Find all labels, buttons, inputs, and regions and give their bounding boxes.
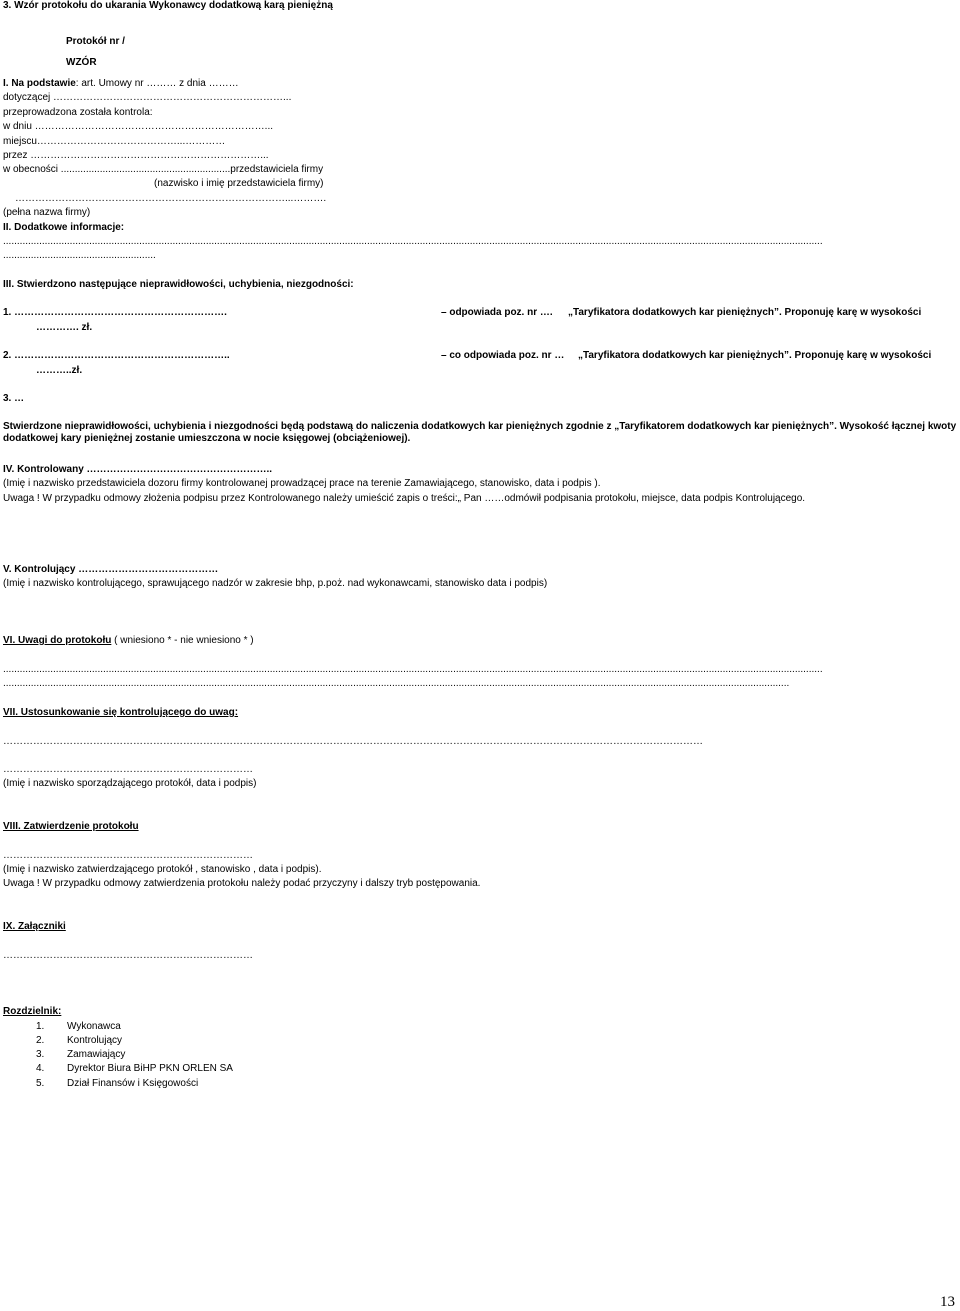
list-item-text: Kontrolujący (67, 1035, 123, 1046)
section-6-label: VI. Uwagi do protokołu (3, 635, 112, 646)
list-item-number: 4. (36, 1063, 45, 1074)
list-item (36, 1063, 233, 1075)
section-6-dots-1: ....................................................................................................................................................................................................................................................................................................... (3, 664, 823, 675)
finding-2-position: – co odpowiada poz. nr … (441, 350, 565, 361)
protocol-number: Protokół nr / (66, 36, 125, 47)
section-8-dots: ………………………………………………………………… (3, 850, 253, 861)
section-1-legal-basis (3, 78, 239, 90)
list-item-text: Dział Finansów i Księgowości (67, 1078, 199, 1089)
section-9-label: IX. Załączniki (3, 921, 66, 932)
section-4-caption: (Imię i nazwisko przedstawiciela dozoru firmy kontrolowanej prowadzącej prace na terenie Zamawiającego, stanowisko, data i podpis ). (3, 478, 601, 489)
template-label: WZÓR (66, 57, 97, 68)
list-item-number: 3. (36, 1049, 45, 1060)
finding-1-tariff: „Taryfikatora dodatkowych kar pieniężnych”. Proponuję karę w wysokości (568, 307, 922, 318)
list-item-text: Dyrektor Biura BiHP PKN ORLEN SA (67, 1063, 233, 1074)
list-item (36, 1035, 122, 1047)
caption-representative: (nazwisko i imię przedstawiciela firmy) (154, 178, 324, 189)
distribution-label: Rozdzielnik: (3, 1006, 62, 1017)
list-item-number: 5. (36, 1078, 45, 1089)
company-name-dots: ………………………………………………………………………...………. (15, 193, 327, 204)
section-3-label: III. Stwierdzono następujące nieprawidłowości, uchybienia, niezgodności: (3, 279, 354, 290)
finding-2-tariff: „Taryfikatora dodatkowych kar pieniężnych”. Proponuję karę w wysokości (578, 350, 932, 361)
list-item-number: 2. (36, 1035, 45, 1046)
list-item-text: Wykonawca (67, 1021, 121, 1032)
section-9-dots: ………………………………………………………………… (3, 950, 253, 961)
document-heading: 3. Wzór protokołu do ukarania Wykonawcy dodatkową karą pieniężną (3, 0, 333, 11)
finding-1-amount: …………. zł. (36, 322, 93, 333)
section-6-heading (3, 635, 254, 647)
field-place: miejscu……………………………………...………… (3, 136, 226, 147)
finding-1-position: – odpowiada poz. nr …. (441, 307, 553, 318)
field-date: w dniu ……………………………………………………………... (3, 121, 274, 132)
list-item-number: 1. (36, 1021, 45, 1032)
finding-3-number: 3. … (3, 393, 25, 404)
section-4-note: Uwaga ! W przypadku odmowy złożenia podpisu przez Kontrolowanego należy umieścić zapis o treści:„ Pan ……odmówił podpisania protokołu, miejsce, data podpis Kontrolującego. (3, 493, 806, 504)
field-in-presence: w obecności .............................................................przedstawiciela firmy (3, 164, 324, 175)
list-item (36, 1049, 125, 1061)
finding-2-amount: ………..zł. (36, 365, 83, 376)
section-4-label: IV. Kontrolowany ……………………………………………….. (3, 464, 273, 475)
list-item-text: Zamawiający (67, 1049, 126, 1060)
section-5-label: V. Kontrolujący …………………………………… (3, 564, 219, 575)
section-1-rest: : art. Umowy nr ……… z dnia ……… (75, 78, 239, 89)
section-1-label: I. Na podstawie (3, 78, 76, 89)
section-6-dots-2: ........................................................................................................................................................................................................................................................................................... (3, 678, 790, 689)
section-7-caption: (Imię i nazwisko sporządzającego protokół, data i podpis) (3, 778, 257, 789)
finding-1-number: 1. ………………………………………………………. (3, 307, 227, 318)
findings-summary: Stwierdzone nieprawidłowości, uchybienia i niezgodności będą podstawą do naliczenia dodatkowych kar pieniężnych zgodnie z „Taryfikatorem dodatkowych kar pieniężnych”. Wysokość łącznej kwoty dodatkowej kary pieniężnej zostanie umieszczona w nocie księgowej (obciążeniowej). (3, 421, 957, 444)
section-5-caption: (Imię i nazwisko kontrolującego, sprawującego nadzór w zakresie bhp, p.poż. nad wykonawcami, stanowisko data i podpis) (3, 578, 548, 589)
finding-2-number: 2. ……………………………………………………….. (3, 350, 230, 361)
section-7-dots-2: ………………………………………………………………… (3, 764, 253, 775)
section-7-dots-1: ………………………………………………………………………………………………………………………………………………………………………………………… (3, 736, 703, 747)
section-8-caption: (Imię i nazwisko zatwierdzającego protokół , stanowisko , data i podpis). (3, 864, 322, 875)
section-6-options: ( wniesiono * - nie wniesiono * ) (111, 635, 254, 646)
section-7-label: VII. Ustosunkowanie się kontrolującego do uwag: (3, 707, 239, 718)
list-item (36, 1078, 198, 1090)
field-by: przez ……………………………………………………………... (3, 150, 269, 161)
section-8-note: Uwaga ! W przypadku odmowy zatwierdzenia protokołu należy podać przyczyny i dalszy tryb postępowania. (3, 878, 481, 889)
section-2-dots-1: ....................................................................................................................................................................................................................................................................................................... (3, 236, 823, 247)
field-inspection-conducted: przeprowadzona została kontrola: (3, 107, 153, 118)
section-2-label: II. Dodatkowe informacje: (3, 222, 125, 233)
section-8-label: VIII. Zatwierdzenie protokołu (3, 821, 139, 832)
caption-company-name: (pełna nazwa firmy) (3, 207, 91, 218)
field-concerning: dotyczącej ……………………………………………………………... (3, 92, 292, 103)
section-2-dots-2: ....................................................... (3, 250, 156, 261)
list-item (36, 1021, 121, 1033)
page-number: 13 (940, 1294, 955, 1310)
